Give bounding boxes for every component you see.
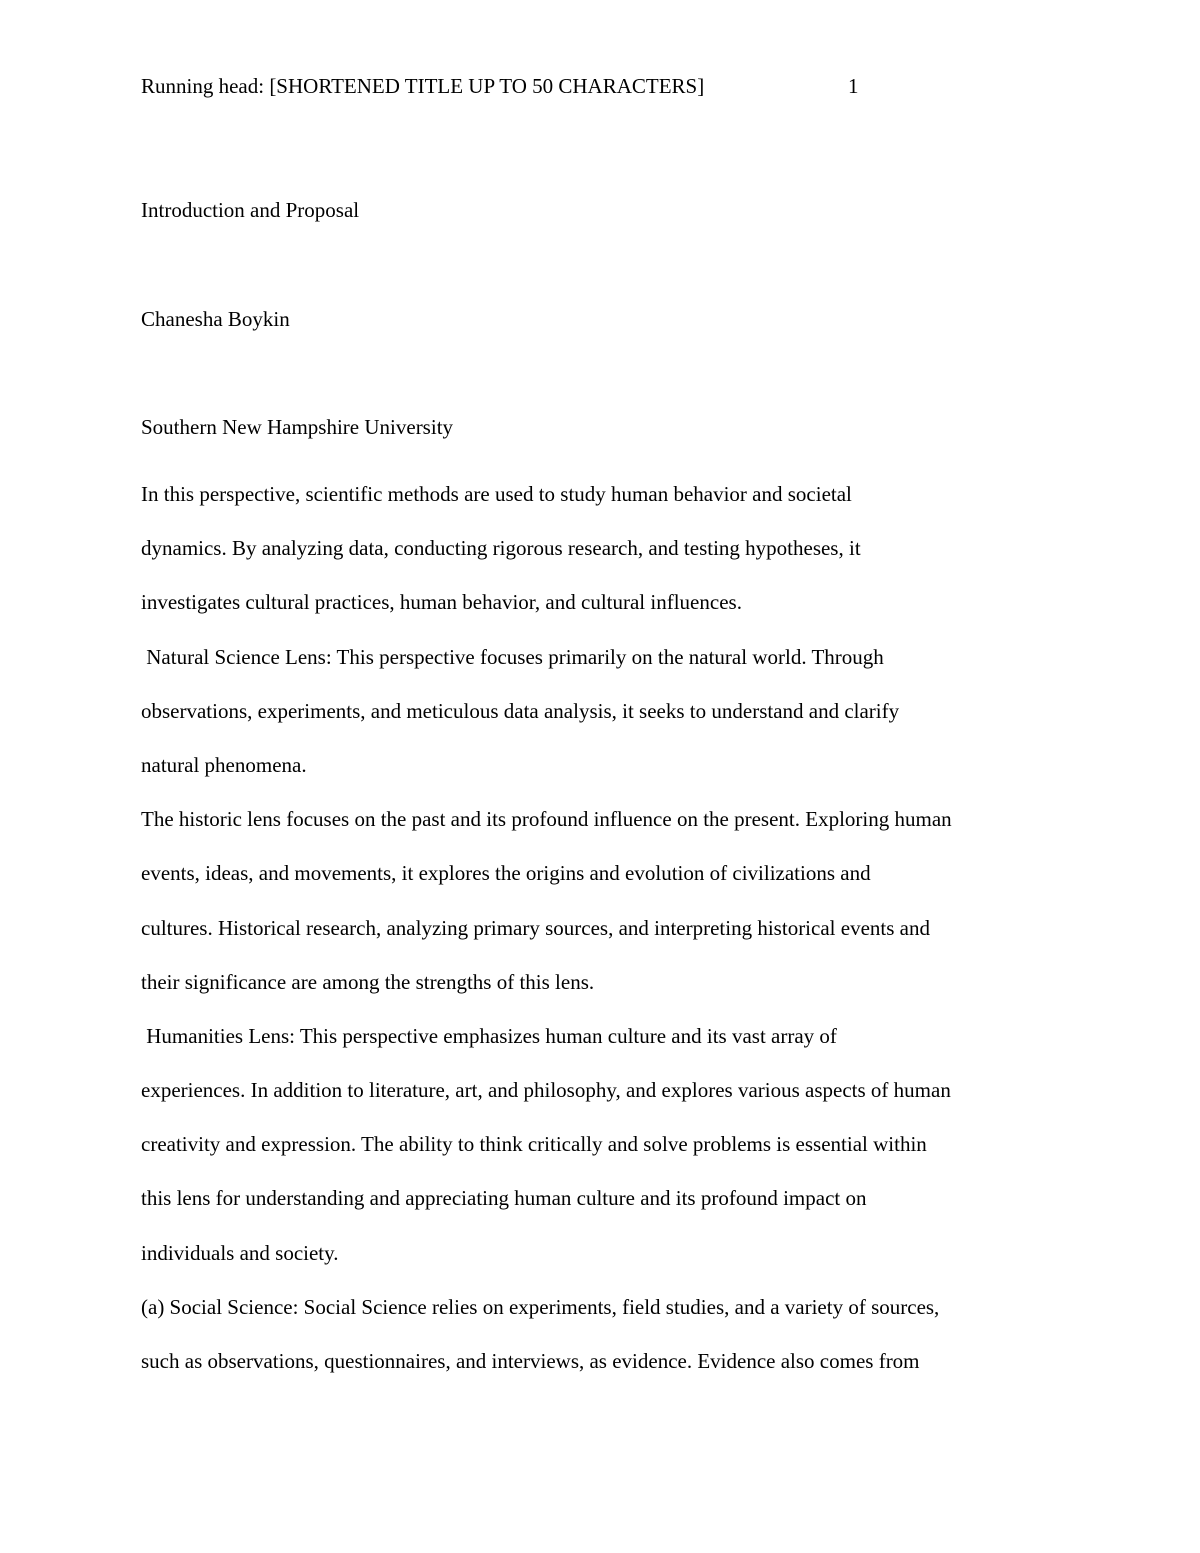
body-line: this lens for understanding and appreciating human culture and its profound impact on	[141, 1186, 867, 1211]
body-line: The historic lens focuses on the past and its profound influence on the present. Exploring human	[141, 807, 952, 832]
body-line: (a) Social Science: Social Science relies on experiments, field studies, and a variety of sources,	[141, 1294, 940, 1319]
body-text	[141, 467, 1056, 1388]
body-line: Humanities Lens: This perspective emphasizes human culture and its vast array of	[141, 1023, 837, 1048]
body-line: natural phenomena.	[141, 752, 307, 777]
body-line: investigates cultural practices, human behavior, and cultural influences.	[141, 590, 742, 615]
body-line: Natural Science Lens: This perspective focuses primarily on the natural world. Through	[141, 644, 884, 669]
page-number: 1	[848, 74, 859, 98]
institution-name: Southern New Hampshire University	[141, 415, 454, 439]
body-line: experiences. In addition to literature, art, and philosophy, and explores various aspects of human	[141, 1078, 951, 1103]
body-line: their significance are among the strengths of this lens.	[141, 969, 595, 994]
body-line: individuals and society.	[141, 1240, 339, 1265]
body-line: such as observations, questionnaires, and interviews, as evidence. Evidence also comes from	[141, 1349, 920, 1373]
body-line: observations, experiments, and meticulous data analysis, it seeks to understand and clarify	[141, 698, 900, 723]
body-line: events, ideas, and movements, it explores the origins and evolution of civilizations and	[141, 861, 871, 886]
body-line: creativity and expression. The ability to think critically and solve problems is essential within	[141, 1132, 927, 1157]
running-head: Running head: [SHORTENED TITLE UP TO 50 CHARACTERS]	[141, 74, 705, 98]
body-line: cultures. Historical research, analyzing primary sources, and interpreting historical events and	[141, 915, 930, 940]
body-line: In this perspective, scientific methods are used to study human behavior and societal	[141, 482, 852, 506]
document-title: Introduction and Proposal	[141, 198, 360, 222]
body-line: dynamics. By analyzing data, conducting rigorous research, and testing hypotheses, it	[141, 536, 861, 561]
author-name: Chanesha Boykin	[141, 307, 290, 331]
